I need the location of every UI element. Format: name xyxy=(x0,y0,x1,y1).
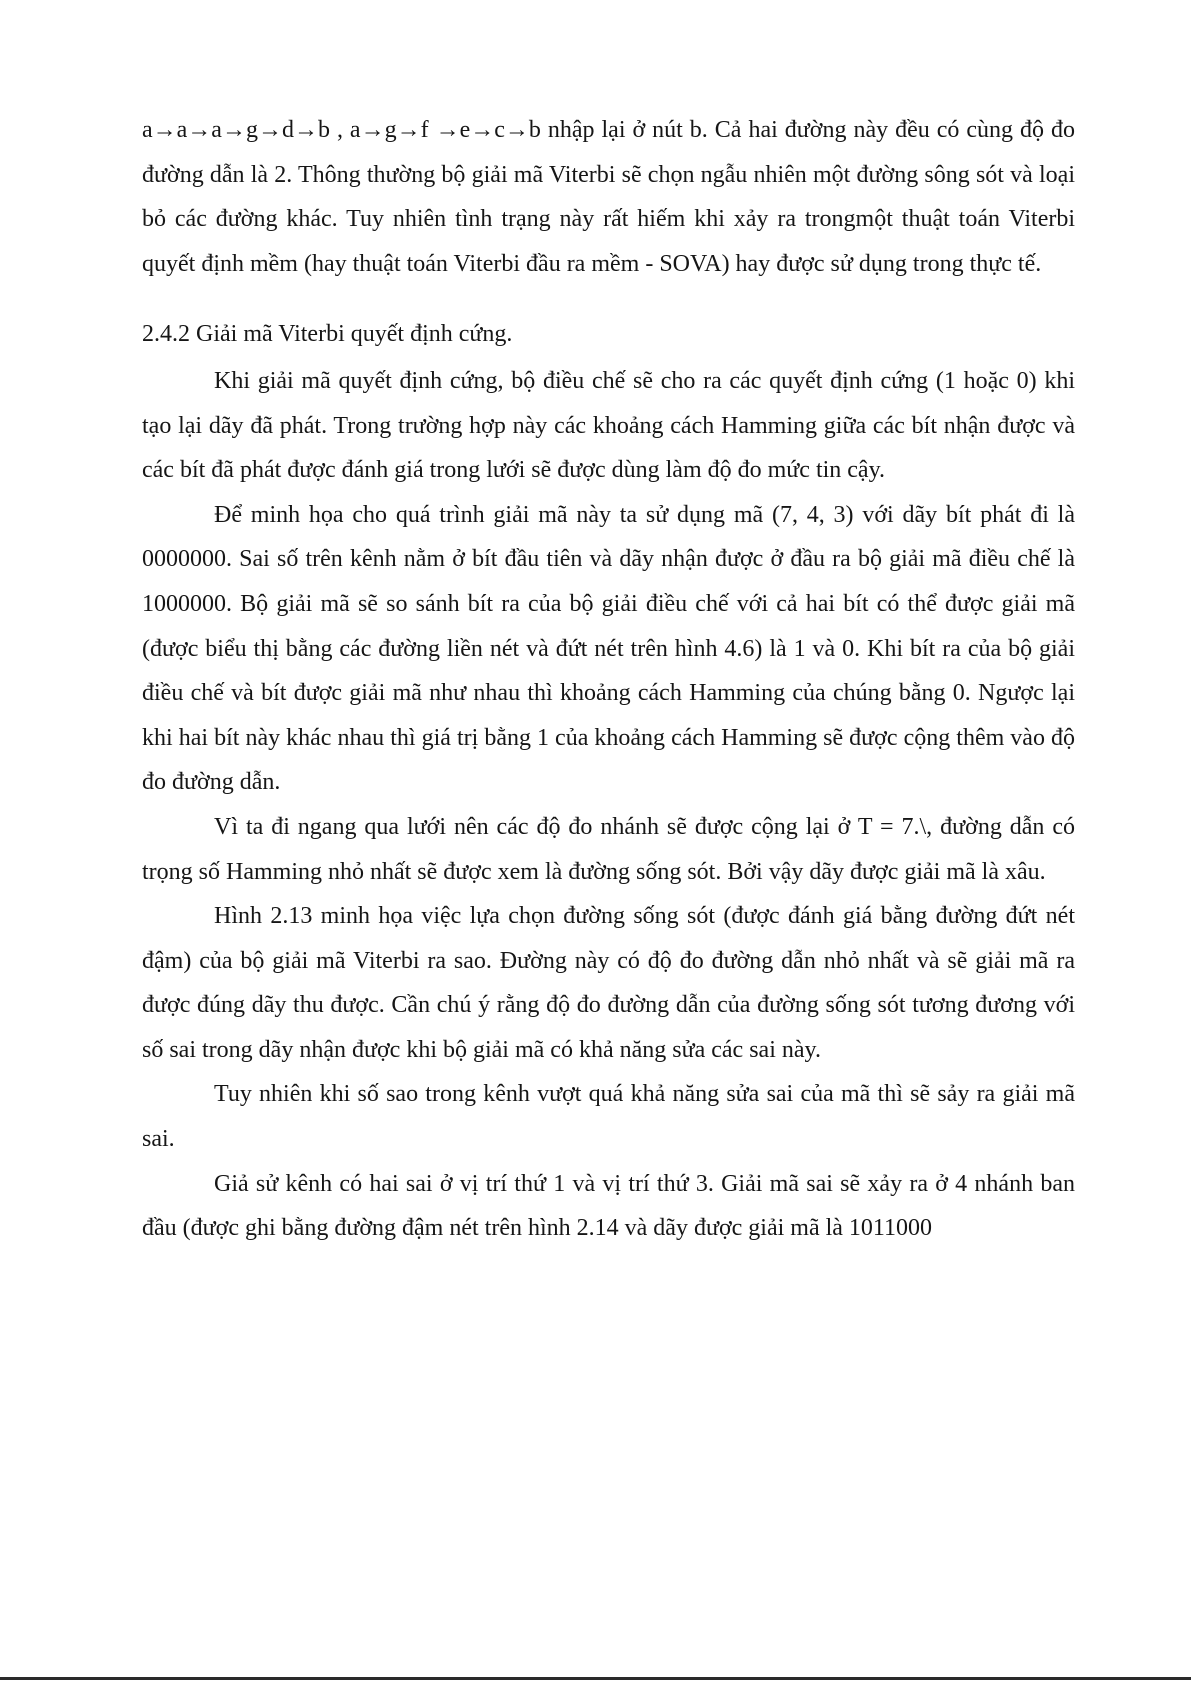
paragraph-example-code: Để minh họa cho quá trình giải mã này ta sử dụng mã (7, 4, 3) với dãy bít phát đi là 0000000. Sai số trên kênh nằm ở bít đầu tiên và dãy nhận được ở đầu ra bộ giải mã điều chế là 1000000. Bộ giải mã sẽ so sánh bít ra của bộ giải điều chế với cả hai bít có thể được giải mã (được biểu thị bằng các đường liền nét và đứt nét trên hình 4.6) là 1 và 0. Khi bít ra của bộ giải điều chế và bít được giải mã như nhau thì khoảng cách Hamming của chúng bằng 0. Ngược lại khi hai bít này khác nhau thì giá trị bằng 1 của khoảng cách Hamming sẽ được cộng thêm vào độ đo đường dẫn. xyxy=(142,501,1075,796)
paragraph-decoding-error: Tuy nhiên khi số sao trong kênh vượt quá khả năng sửa sai của mã thì sẽ sảy ra giải mã sai. xyxy=(142,1081,1075,1153)
section-heading: 2.4.2 Giải mã Viterbi quyết định cứng. xyxy=(142,321,513,348)
paragraph-survivor-path: Vì ta đi ngang qua lưới nên các độ đo nhánh sẽ được cộng lại ở T = 7.\, đường dẫn có trọng số Hamming nhỏ nhất sẽ được xem là đường sống sót. Bởi vậy dãy được giải mã là xâu. xyxy=(142,813,1075,885)
paragraph-hard-decision: Khi giải mã quyết định cứng, bộ điều chế sẽ cho ra các quyết định cứng (1 hoặc 0) khi tạo lại dãy đã phát. Trong trường hợp này các khoảng cách Hamming giữa các bít nhận được và các bít đã phát được đánh giá trong lưới sẽ được dùng làm độ đo mức tin cậy. xyxy=(142,367,1075,484)
bottom-edge-rule xyxy=(0,1677,1191,1680)
paragraph-figure-2-13: Hình 2.13 minh họa việc lựa chọn đường sống sót (được đánh giá bằng đường đứt nét đậm) của bộ giải mã Viterbi ra sao. Đường này có độ đo đường dẫn nhỏ nhất và sẽ giải mã ra được đúng dãy thu được. Cần chú ý rằng độ đo đường dẫn của đường sống sót tương đương với số sai trong dãy nhận được khi bộ giải mã có khả năng sửa các sai này. xyxy=(142,903,1075,1063)
paragraph-continued: a→a→a→g→d→b , a→g→f →e→c→b nhập lại ở nút b. Cả hai đường này đều có cùng độ đo đường dẫn là 2. Thông thường bộ giải mã Viterbi sẽ chọn ngẫu nhiên một đường sông sót và loại bỏ các đường khác. Tuy nhiên tình trạng này rất hiếm khi xảy ra trongmột thuật toán Viterbi quyết định mềm (hay thuật toán Viterbi đầu ra mềm - SOVA) hay được sử dụng trong thực tế. xyxy=(142,117,1075,277)
document-page xyxy=(142,108,1075,1251)
paragraph-two-errors: Giả sử kênh có hai sai ở vị trí thứ 1 và vị trí thứ 3. Giải mã sai sẽ xảy ra ở 4 nhánh ban đầu (được ghi bằng đường đậm nét trên hình 2.14 và dãy được giải mã là 1011000 xyxy=(142,1170,1075,1242)
